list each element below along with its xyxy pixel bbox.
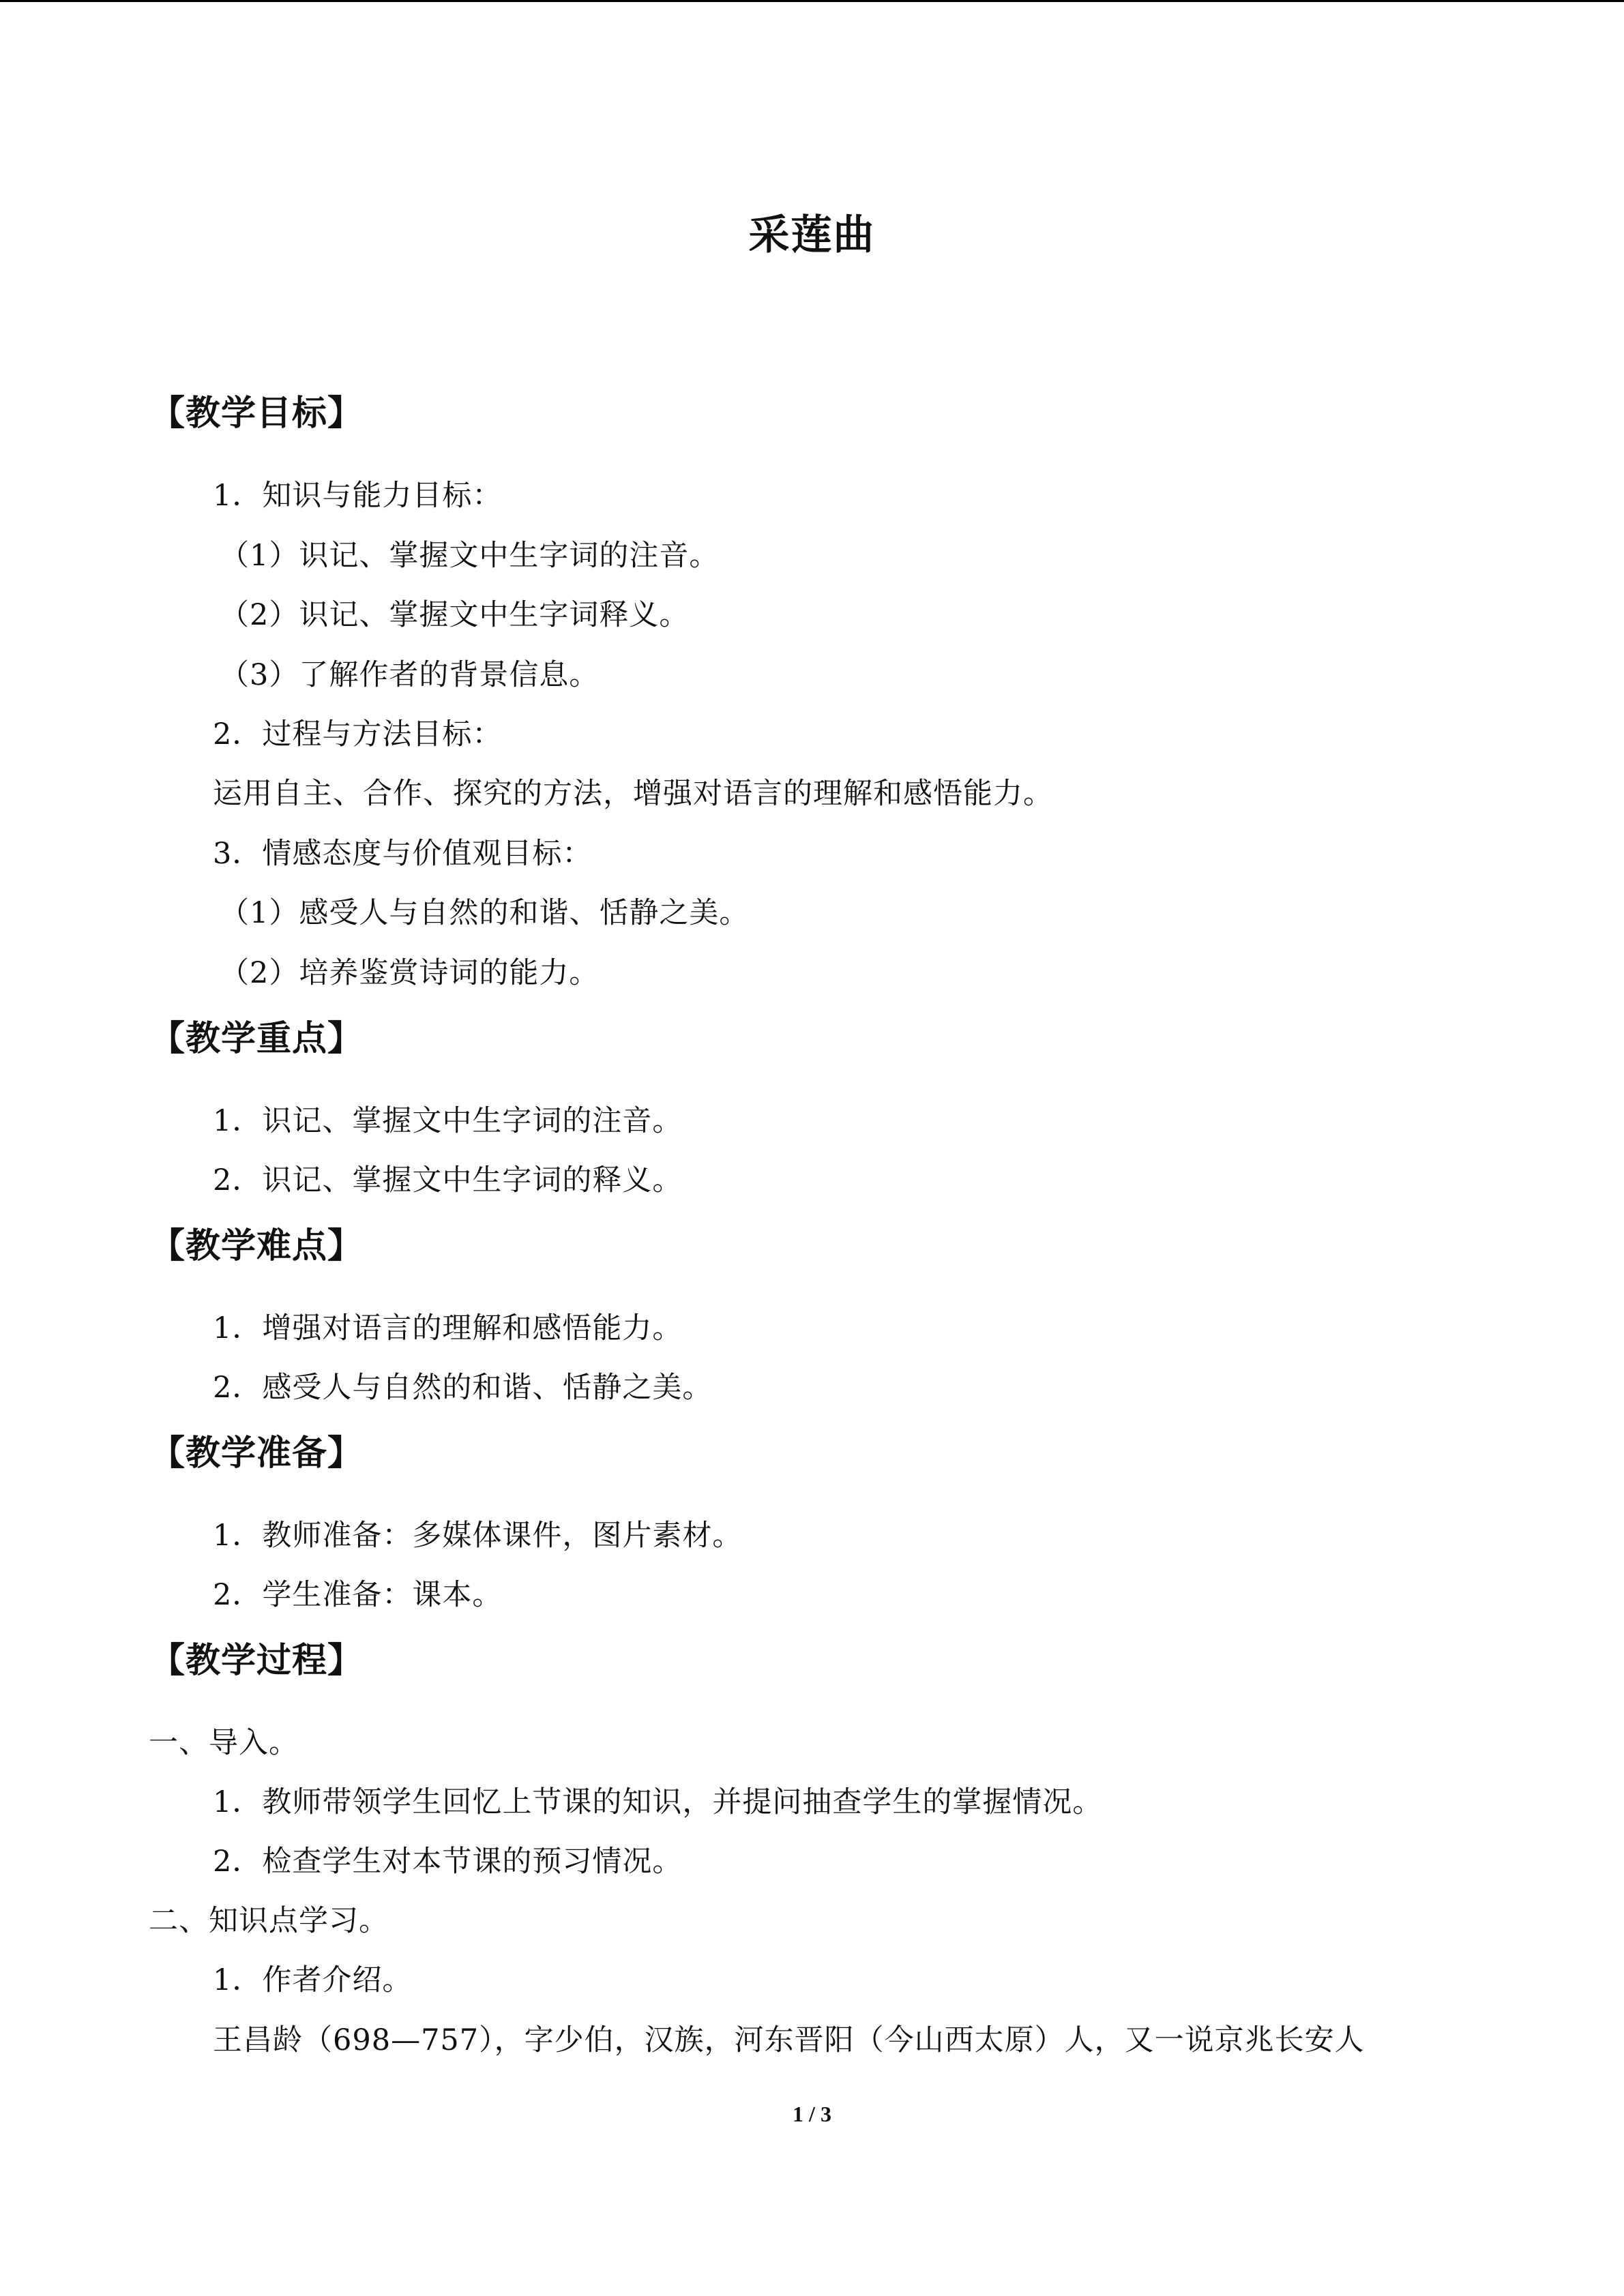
heading-process: 【教学过程】 — [150, 1641, 364, 1681]
objective-line: 运用自主、合作、探究的方法，增强对语言的理解和感悟能力。 — [213, 777, 1053, 811]
process-line: 1．作者介绍。 — [213, 1963, 413, 1997]
objective-line: （1）识记、掌握文中生字词的注音。 — [220, 539, 720, 573]
preparation-line: 2．学生准备：课本。 — [213, 1578, 503, 1612]
difficulty-line: 2．感受人与自然的和谐、恬静之美。 — [213, 1371, 713, 1405]
objective-line: （2）识记、掌握文中生字词释义。 — [220, 598, 690, 632]
heading-objectives: 【教学目标】 — [150, 393, 364, 434]
preparation-line: 1．教师准备：多媒体课件，图片素材。 — [213, 1519, 743, 1553]
key-point-line: 1．识记、掌握文中生字词的注音。 — [213, 1104, 683, 1138]
process-line: 二、知识点学习。 — [149, 1904, 389, 1938]
heading-preparation: 【教学准备】 — [150, 1433, 364, 1474]
top-border-line — [0, 0, 1624, 2]
objective-line: 3．情感态度与价值观目标： — [213, 837, 593, 871]
objective-line: （1）感受人与自然的和谐、恬静之美。 — [220, 896, 750, 930]
process-line: 2．检查学生对本节课的预习情况。 — [213, 1845, 683, 1879]
difficulty-line: 1．增强对语言的理解和感悟能力。 — [213, 1311, 683, 1345]
objective-line: 1．知识与能力目标： — [213, 479, 503, 513]
key-point-line: 2．识记、掌握文中生字词的释义。 — [213, 1163, 683, 1197]
process-line: 王昌龄（698—757），字少伯，汉族，河东晋阳（今山西太原）人，又一说京兆长安人 — [213, 2023, 1365, 2057]
document-title: 采莲曲 — [748, 211, 876, 259]
process-line: 1．教师带领学生回忆上节课的知识，并提问抽查学生的掌握情况。 — [213, 1785, 1103, 1819]
objective-line: （2）培养鉴赏诗词的能力。 — [220, 956, 600, 990]
page-number: 1 / 3 — [793, 2102, 831, 2126]
heading-difficulties: 【教学难点】 — [150, 1226, 364, 1266]
heading-key-points: 【教学重点】 — [150, 1019, 364, 1059]
objective-line: 2．过程与方法目标： — [213, 717, 503, 751]
objective-line: （3）了解作者的背景信息。 — [220, 658, 600, 692]
process-line: 一、导入。 — [149, 1726, 299, 1760]
